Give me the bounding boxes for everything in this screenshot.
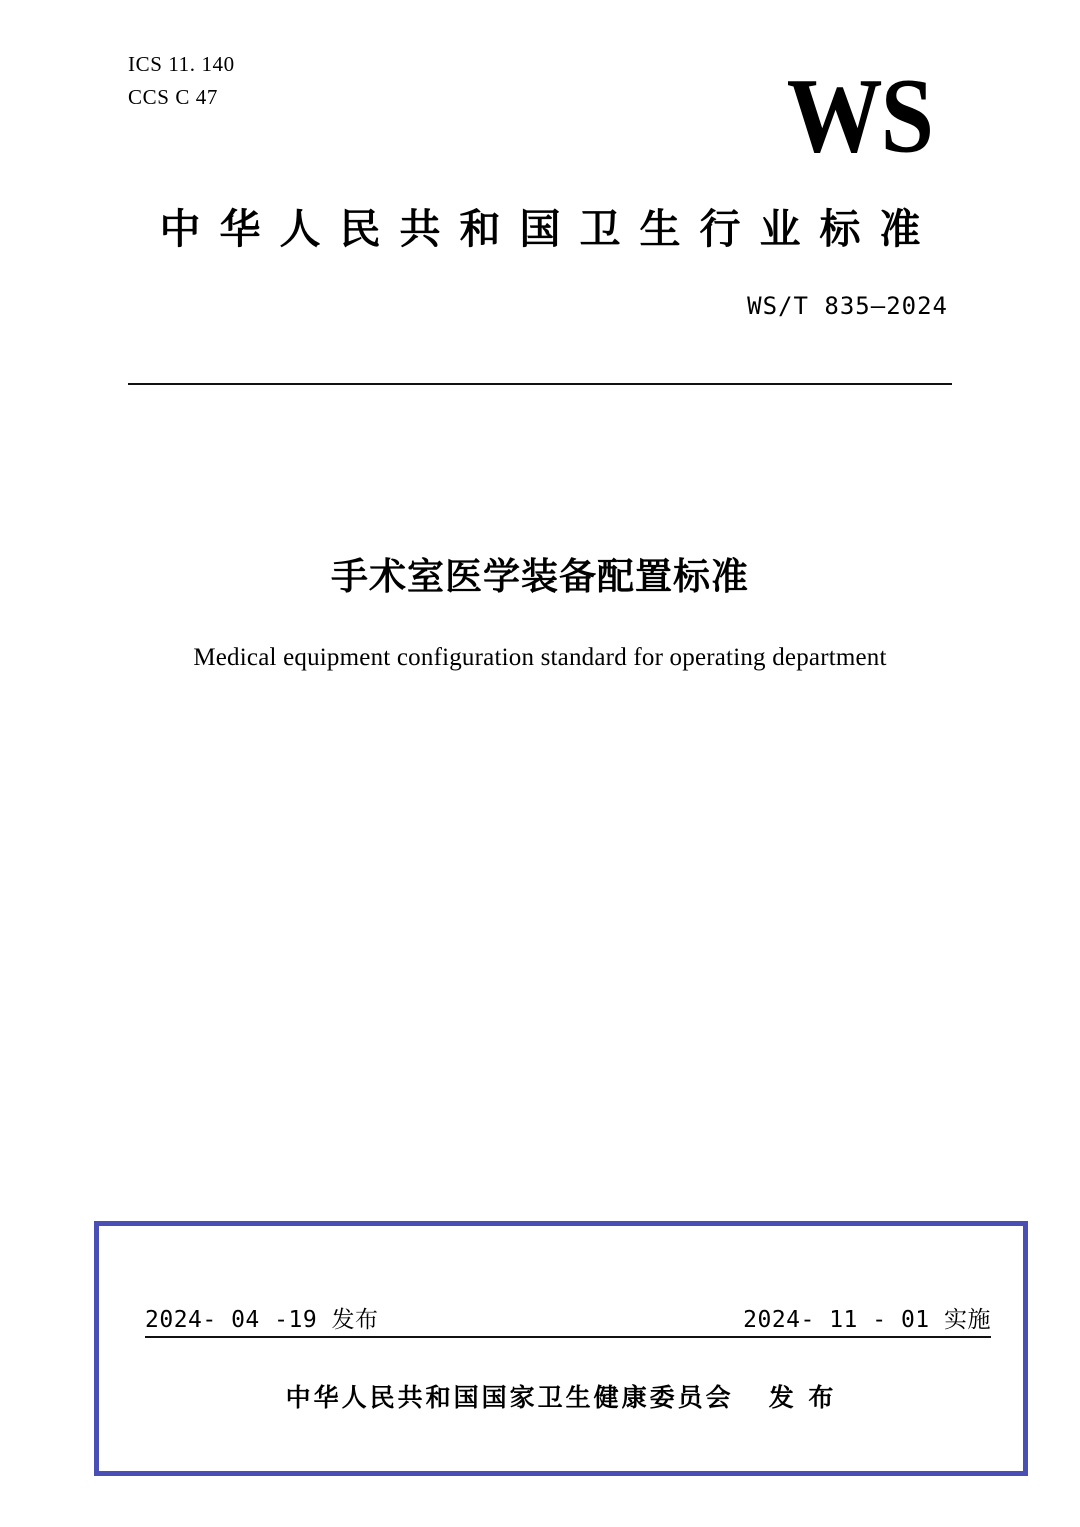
issue-date: 2024- 04 -19 发布 <box>145 1307 379 1333</box>
ws-logo: WS <box>786 55 932 176</box>
effective-date: 2024- 11 - 01 实施 <box>743 1307 991 1333</box>
date-underline <box>145 1336 991 1338</box>
ccs-code: CCS C 47 <box>128 85 218 109</box>
publication-box <box>94 1221 1028 1476</box>
standard-authority-title: 中华人民共和国卫生行业标准 <box>159 205 940 253</box>
publisher-line: 中华人民共和国国家卫生健康委员会 发 布 <box>285 1383 837 1412</box>
header-divider <box>128 383 952 385</box>
date-row <box>145 1290 991 1334</box>
document-title-english: Medical equipment configuration standard for operating department <box>193 644 887 671</box>
ics-code: ICS 11. 140 <box>128 52 235 76</box>
document-title-chinese: 手术室医学装备配置标准 <box>331 555 749 598</box>
standard-number: WS/T 835—2024 <box>747 292 948 320</box>
